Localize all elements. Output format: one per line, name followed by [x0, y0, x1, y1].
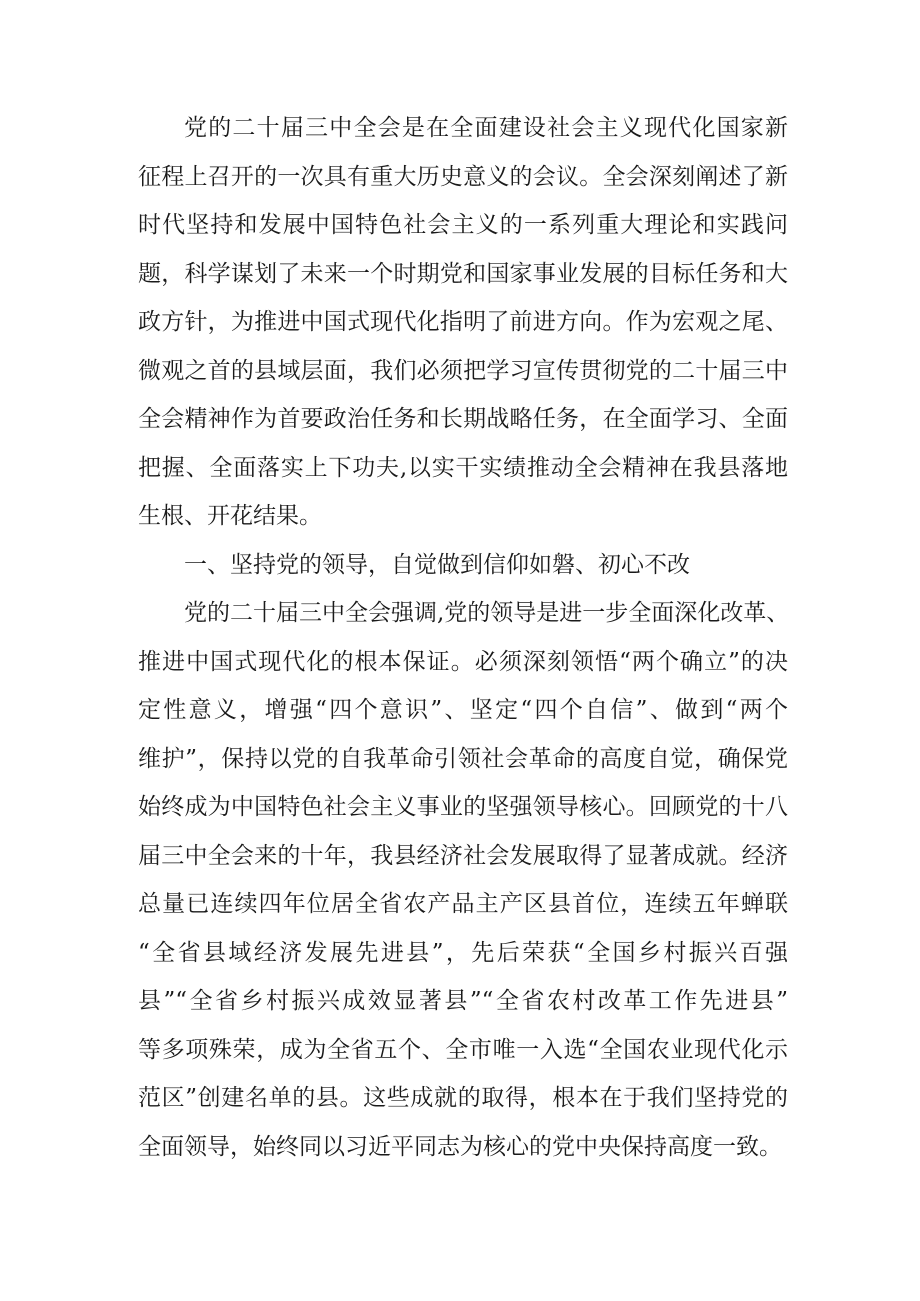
- text-line: 政方针，为推进中国式现代化指明了前进方向。作为宏观之尾、: [138, 309, 788, 335]
- text-line: 定性意义，增强“四个意识”、坚定“四个自信”、做到“两个: [138, 697, 788, 723]
- document-body: [138, 104, 788, 1171]
- text-line: 届三中全会来的十年，我县经济社会发展取得了显著成就。经济: [138, 842, 788, 869]
- text-line: 全会精神作为首要政治任务和长期战略任务，在全面学习、全面: [138, 406, 788, 432]
- text-line: 县”“全省乡村振兴成效显著县”“全省农村改革工作先进县”: [138, 988, 788, 1014]
- text-line: 总量已连续四年位居全省农产品主产区县首位，连续五年蝉联: [138, 891, 788, 917]
- intro-paragraph: [138, 104, 788, 541]
- section-heading: [138, 541, 788, 590]
- text-line: 题，科学谋划了未来一个时期党和国家事业发展的目标任务和大: [138, 260, 788, 287]
- text-line: “全省县域经济发展先进县”，先后荣获“全国乡村振兴百强: [138, 939, 788, 966]
- text-line: 把握、全面落实上下功夫,以实干实绩推动全会精神在我县落地: [138, 454, 788, 481]
- text-line: 微观之首的县域层面，我们必须把学习宣传贯彻党的二十届三中: [138, 357, 788, 384]
- text-line: 生根、开花结果。: [138, 503, 322, 529]
- section-paragraph: [138, 589, 788, 1171]
- text-line: 党的二十届三中全会强调,党的领导是进一步全面深化改革、: [184, 600, 790, 626]
- text-line: 始终成为中国特色社会主义事业的坚强领导核心。回顾党的十八: [138, 794, 788, 820]
- text-line: 范区”创建名单的县。这些成就的取得，根本在于我们坚持党的: [138, 1085, 788, 1111]
- text-line: 推进中国式现代化的根本保证。必须深刻领悟“两个确立”的决: [138, 648, 788, 675]
- heading-text: 一、坚持党的领导，自觉做到信仰如磐、初心不改: [184, 551, 690, 578]
- text-line: 时代坚持和发展中国特色社会主义的一系列重大理论和实践问: [138, 212, 788, 238]
- text-line: 等多项殊荣，成为全省五个、全市唯一入选“全国农业现代化示: [138, 1036, 788, 1063]
- text-line: 党的二十届三中全会是在全面建设社会主义现代化国家新: [184, 115, 788, 141]
- text-line: 维护”，保持以党的自我革命引领社会革命的高度自觉，确保党: [138, 745, 788, 772]
- text-line: 全面领导，始终同以习近平同志为核心的党中央保持高度一致。: [138, 1133, 782, 1160]
- text-line: 征程上召开的一次具有重大历史意义的会议。全会深刻阐述了新: [138, 163, 788, 190]
